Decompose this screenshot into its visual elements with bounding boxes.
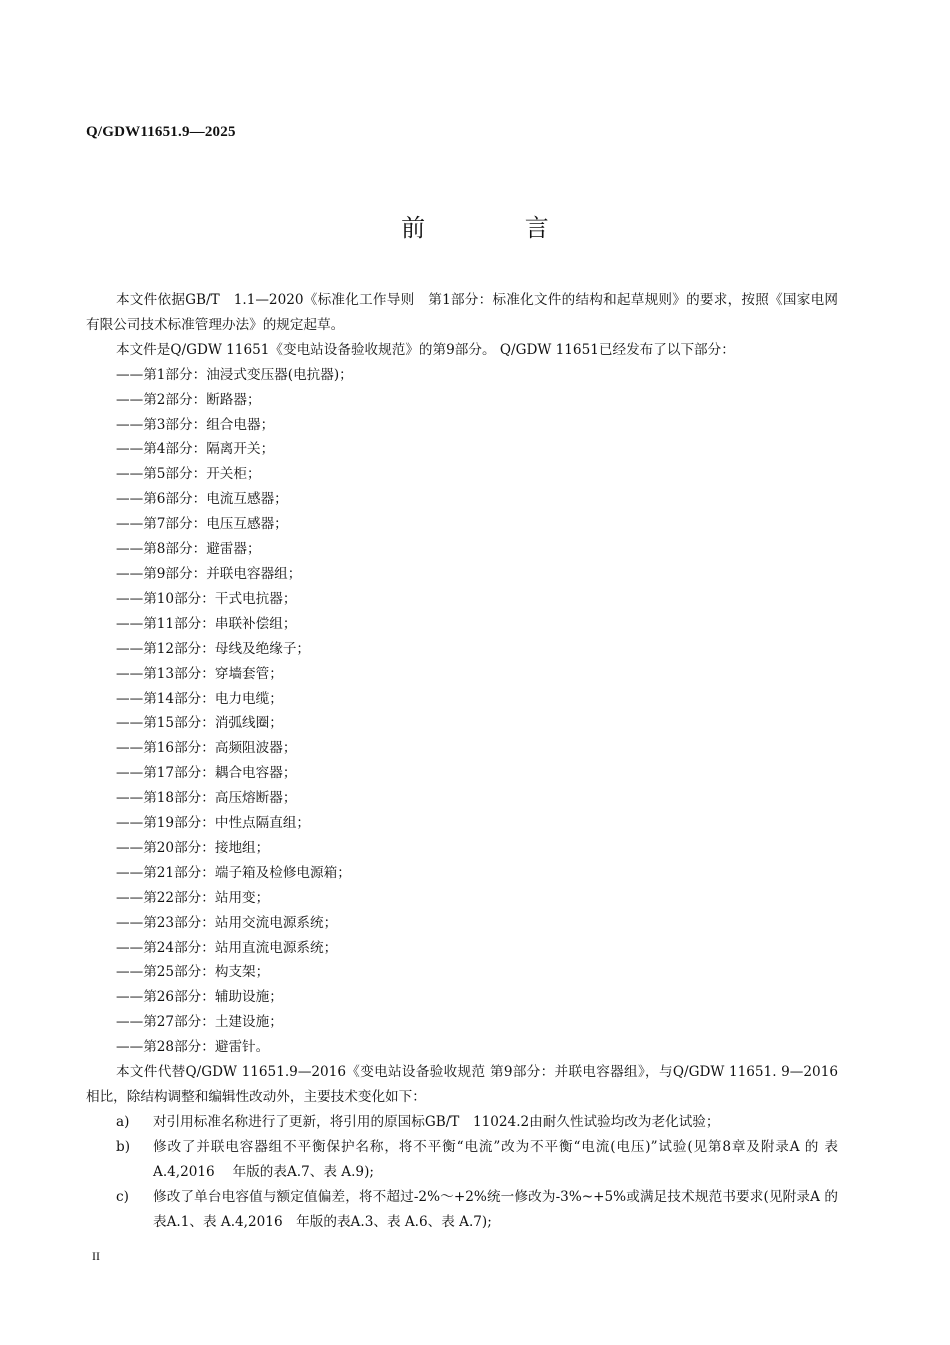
change-item-a [86,1110,838,1135]
list-item: ——第17部分：耦合电容器； [116,765,297,782]
list-item: ——第8部分：避雷器； [116,541,261,558]
list-item: ——第6部分：电流互感器； [116,491,288,508]
list-item: ——第22部分：站用变； [116,889,270,906]
list-item: ——第20部分：接地组； [116,839,270,856]
change-item-b [86,1135,838,1185]
list-item: ——第25部分：构支架； [116,964,270,981]
list-item: ——第26部分：辅助设施； [116,989,283,1006]
list-item: ——第18部分：高压熔断器； [116,790,297,807]
list-item: ——第13部分：穿墙套管； [116,665,283,682]
change-text: 修改了并联电容器组不平衡保护名称，将不平衡“电流”改为不平衡“电流(电压)”试验(见第8章及附录A 的 表A.4,2016 年版的表A.7、表 A.9); [153,1138,838,1180]
list-item: ——第14部分：电力电缆； [116,690,283,707]
intro-paragraph-1: 本文件依据GB/T 1.1—2020《标准化工作导则 第1部分：标准化文件的结构和起草规则》的要求，按照《国家电网有限公司技术标准管理办法》的规定起草。 [86,292,838,333]
list-item: ——第2部分：断路器； [116,391,261,408]
list-item: ——第24部分：站用直流电源系统； [116,939,338,956]
document-body [86,288,838,1234]
list-item: ——第28部分：避雷针。 [116,1039,270,1056]
change-mark: c) [116,1188,129,1205]
parts-list [86,363,838,1060]
change-text: 修改了单台电容值与额定值偏差，将不超过-2%～+2%统一修改为-3%~+5%或满足技术规范书要求(见附录A 的 表A.1、表 A.4,2016 年版的表A.3、表 A.6、表 A.7); [153,1188,838,1230]
change-text: 对引用标准名称进行了更新，将引用的原国标GB/T 11024.2由耐久性试验均改为老化试验； [153,1113,720,1130]
list-item: ——第12部分：母线及绝缘子； [116,640,311,657]
list-item: ——第1部分：油浸式变压器(电抗器)； [116,366,353,383]
list-item: ——第9部分：并联电容器组； [116,565,302,582]
change-mark: a) [116,1113,130,1130]
list-item: ——第15部分：消弧线圈； [116,715,283,732]
list-item: ——第10部分：干式电抗器； [116,590,297,607]
page-number: II [92,1249,100,1263]
replace-paragraph: 本文件代替Q/GDW 11651.9—2016《变电站设备验收规范 第9部分：并联电容器组》，与Q/GDW 11651. 9—2016相比，除结构调整和编辑性改动外，主要技术变化如下： [86,1064,838,1105]
change-mark: b) [116,1138,131,1155]
list-item: ——第19部分：中性点隔直组； [116,815,311,832]
standard-code: Q/GDW11651.9—2025 [86,124,236,140]
list-item: ——第7部分：电压互感器； [116,516,288,533]
list-item: ——第21部分：端子箱及检修电源箱； [116,864,351,881]
change-item-c [86,1185,838,1235]
list-item: ——第27部分：土建设施； [116,1014,283,1031]
intro-paragraph-2: 本文件是Q/GDW 11651《变电站设备验收规范》的第9部分。 Q/GDW 11651已经发布了以下部分： [116,341,735,358]
list-item: ——第23部分：站用交流电源系统； [116,914,338,931]
list-item: ——第11部分：串联补偿组； [116,615,297,632]
list-item: ——第5部分：开关柜； [116,466,261,483]
list-item: ——第3部分：组合电器； [116,416,275,433]
page-title: 前 言 [401,214,595,242]
list-item: ——第16部分：高频阻波器； [116,740,297,757]
list-item: ——第4部分：隔离开关； [116,441,275,458]
